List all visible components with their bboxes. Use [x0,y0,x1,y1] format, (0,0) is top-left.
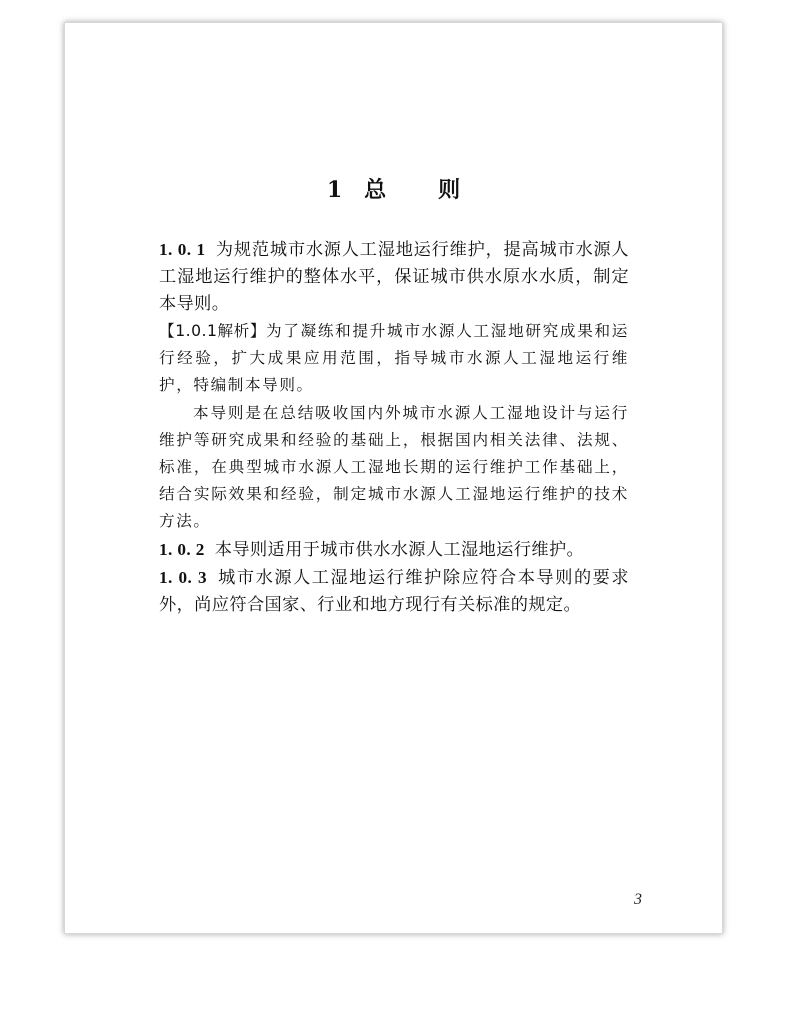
clause-1-0-1-explanation-paragraph-2 [159,400,629,536]
clause-1-0-3 [159,564,629,619]
explanation-text: 为了凝练和提升城市水源人工湿地研究成果和运行经验，扩大成果应用范围，指导城市水源人工湿地运行维护，特编制本导则。 [159,322,629,395]
chapter-title [65,173,722,204]
clause-text: 为规范城市水源人工湿地运行维护，提高城市水源人工湿地运行维护的整体水平，保证城市供水原水水质，制定本导则。 [159,240,629,314]
chapter-title-word-2: 则 [438,177,461,203]
clause-number: 1. 0. 3 [159,567,208,587]
clause-number: 1. 0. 1 [159,240,206,259]
clause-text: 城市水源人工湿地运行维护除应符合本导则的要求外，尚应符合国家、行业和地方现行有关标准的规定。 [159,567,629,615]
clause-number: 1. 0. 2 [159,539,205,559]
chapter-number: 1 [326,177,343,203]
page-number: 3 [634,891,642,908]
explanation-text: 本导则是在总结吸收国内外城市水源人工湿地设计与运行维护等研究成果和经验的基础上，根据国内相关法律、法规、标准，在典型城市水源人工湿地长期的运行维护工作基础上，结合实际效果和经验，制定城市水源人工湿地运行维护的技术方法。 [159,403,629,531]
clause-1-0-2 [159,536,629,564]
chapter-body [159,236,629,619]
clause-1-0-1-explanation [159,318,629,400]
explanation-tag: 【1.0.1解析】 [159,322,267,340]
clause-text: 本导则适用于城市供水水源人工湿地运行维护。 [214,539,585,560]
clause-1-0-1 [159,236,629,318]
chapter-title-word-1: 总 [364,177,387,203]
document-page [64,22,723,934]
